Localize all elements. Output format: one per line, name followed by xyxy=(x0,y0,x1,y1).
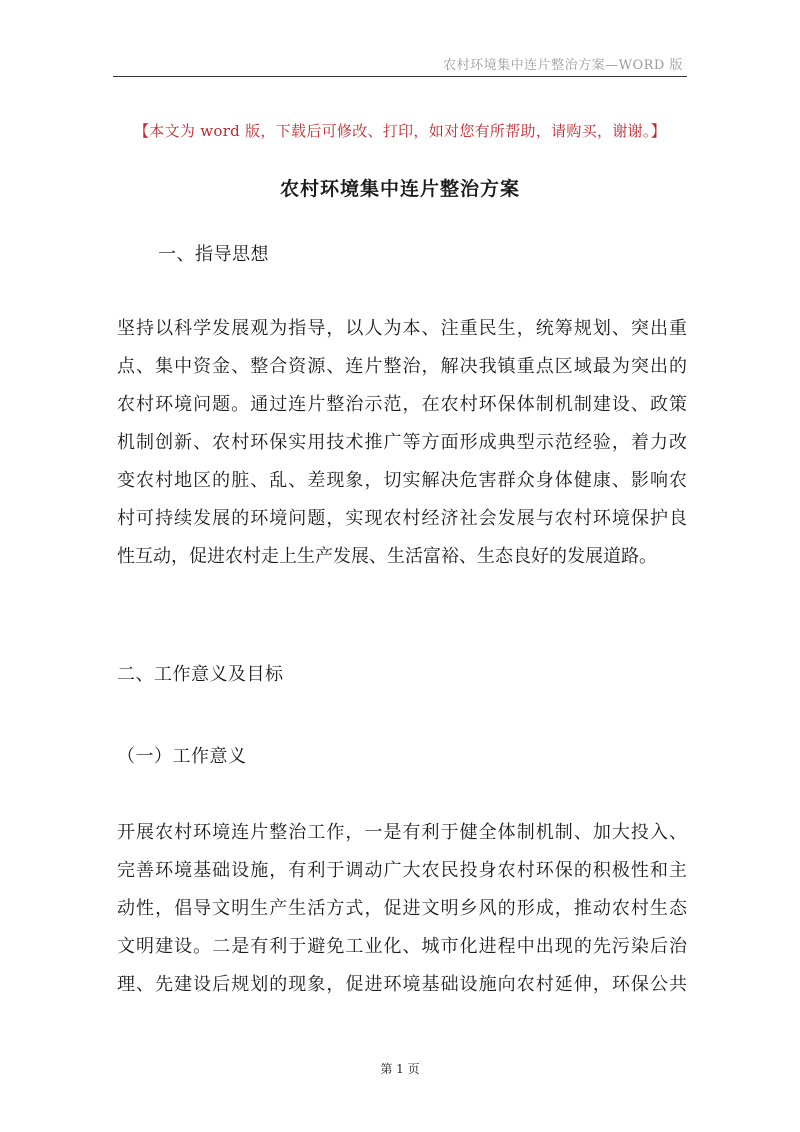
paragraph-work-significance xyxy=(117,814,687,1004)
paragraph-line: 农村环境问题。通过连片整治示范，在农村环保体制机制建设、政策 xyxy=(117,394,687,415)
section-heading-2: 二、工作意义及目标 xyxy=(117,664,284,685)
paragraph-guiding-ideology xyxy=(117,310,687,576)
paragraph-line: 坚持以科学发展观为指导，以人为本、注重民生，统筹规划、突出重 xyxy=(117,318,687,339)
paragraph-line: 开展农村环境连片整治工作，一是有利于健全体制机制、加大投入、 xyxy=(117,822,687,843)
document-title: 农村环境集中连片整治方案 xyxy=(279,178,520,200)
paragraph-line: 点、集中资金、整合资源、连片整治，解决我镇重点区域最为突出的 xyxy=(117,356,687,377)
paragraph-line: 文明建设。二是有利于避免工业化、城市化进程中出现的先污染后治 xyxy=(117,936,687,957)
running-header: 农村环境集中连片整治方案—WORD 版 xyxy=(443,58,683,73)
paragraph-line: 村可持续发展的环境问题，实现农村经济社会发展与农村环境保护良 xyxy=(117,508,687,529)
header-divider xyxy=(113,76,687,77)
page-number: 第 1 页 xyxy=(380,1062,420,1076)
paragraph-line: 理、先建设后规划的现象，促进环境基础设施向农村延伸，环保公共 xyxy=(117,974,687,995)
paragraph-line: 完善环境基础设施，有利于调动广大农民投身农村环保的积极性和主 xyxy=(117,860,687,881)
section-heading-1: 一、指导思想 xyxy=(158,244,269,265)
paragraph-line: 变农村地区的脏、乱、差现象，切实解决危害群众身体健康、影响农 xyxy=(117,470,687,491)
purchase-notice: 【本文为 word 版，下载后可修改、打印，如对您有所帮助，请购买，谢谢。】 xyxy=(133,122,667,140)
paragraph-line: 机制创新、农村环保实用技术推广等方面形成典型示范经验，着力改 xyxy=(117,432,687,453)
paragraph-line: 性互动，促进农村走上生产发展、生活富裕、生态良好的发展道路。 xyxy=(117,546,657,567)
paragraph-line: 动性，倡导文明生产生活方式，促进文明乡风的形成，推动农村生态 xyxy=(117,898,687,919)
subsection-heading-1: （一）工作意义 xyxy=(117,746,247,767)
